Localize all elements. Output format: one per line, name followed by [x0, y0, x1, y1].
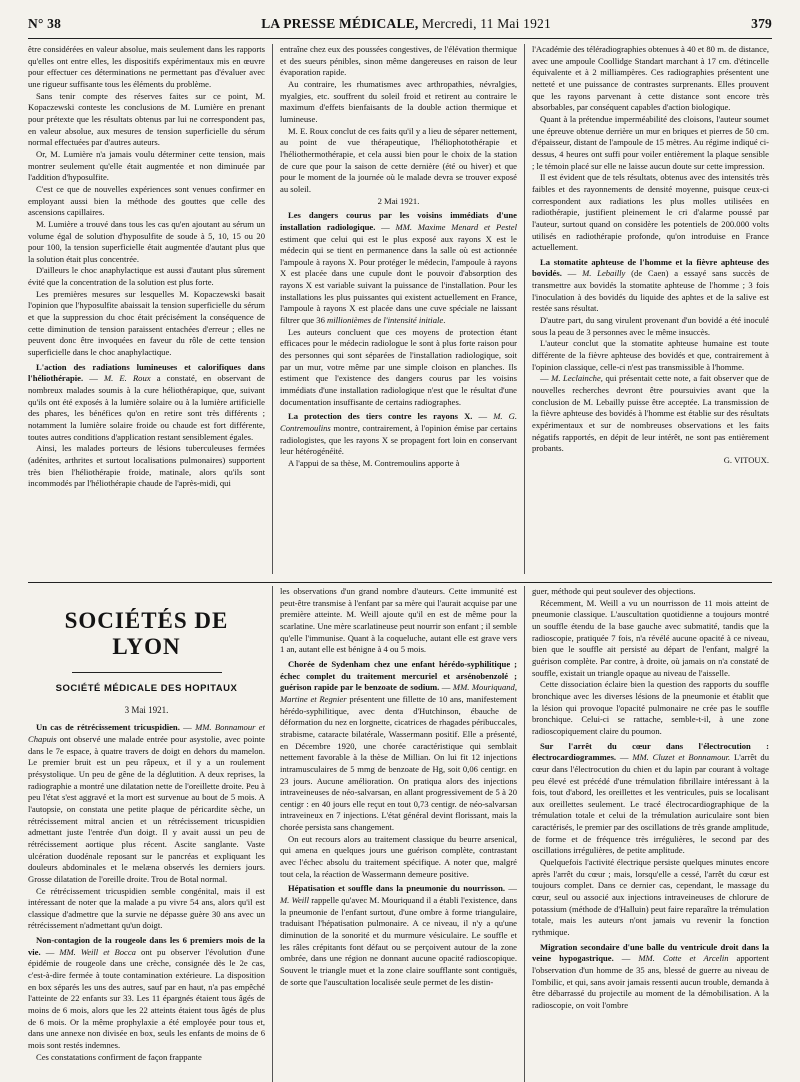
issue-date: Mercredi, 11 Mai 1921 — [422, 16, 551, 31]
article-entry: Sur l'arrêt du cœur dans l'électrocution : électrocardiogrammes. — MM. Cluzet et Bonnamour. L'arrêt du cœur dans l'électrocution du chien et du lapin par courant à voltage peu élevé est précédé d'une trémulation fibrillaire intéressant à la fois, tout d'abord, les oreillettes et les ventricules, puis se localisant aux oreillettes seulement. Le tracé électrocardiographique de la trémulation totale et celui de la trémulation auriculaire sont bien caractérisés, le premier par des oscillations de très grande amplitude, de forme et de fréquence très irrégulières, le second par des oscillations irrégulières, de petite amplitude. — [532, 740, 769, 856]
article-author: MM. Cluzet et Bonnamour. — [632, 752, 731, 763]
paragraph: Ces constatations confirment de façon frappante — [36, 1051, 202, 1062]
article-author: M. G. Contremoulins — [280, 411, 517, 433]
paragraph: Sans tenir compte des réserves faites sur ce point, M. Kopaczewski conteste les conclusions de M. Lumière en prenant pour prétexte que les résultats obtenus par lui ne correspondent pas, en valeur absolue, aux mesures de tension superficielle du sérum normal effectuées par d'autres auteurs. — [28, 90, 265, 148]
article-author: MM. Bonnamour et Chapuis — [28, 722, 265, 744]
article-emphasis: millionièmes de l'intensité initiale — [327, 315, 444, 326]
paragraph: Quelquefois l'activité électrique persiste quelques minutes encore après l'arrêt du cœur ; mais, lorsqu'elle a cessé, l'arrêt du cœur est toujours complet. Dans ce dernier cas, cependant, le massage du cœur, seul ou associé aux injections intraveineuses de chlorure de potassium (méthode de d'Halluin) peut faire reparaître la trémulation totale, mais les auteurs n'ont jamais vu revenir la fonction rythmique. — [532, 857, 769, 938]
article-entry: Les dangers courus par les voisins immédiats d'une installation radiologique. — MM. Maxime Menard et Pestel estiment que celui qui est le plus exposé aux rayons X est le médecin qui se tient en permanence dans la salle où est actionnée l'ampoule à rayons X. Pour protéger le médecin, l'ampoule à rayons X est placée dans une cupule dont le pouvoir d'absorption des rayons X est variable suivant la puissance de l'installation. Pour les installations les plus puissantes qui existent actuellement en France, l'ampoule à rayons X est placée dans une cuve spéciale ne laissant filtrer que 36 millionièmes de l'intensité initiale. — [280, 210, 517, 326]
top-column-3 — [532, 44, 769, 574]
paragraph: Quant à la prétendue imperméabilité des cloisons, l'auteur soumet une épreuve obtenue derrière un mur en briques et pierres de 50 cm. d'épaisseur, distant de l'ampoule de 15 mètres. Au régime indiqué ci-dessus, 4 heures ont suffi pour voiler entièrement la plaque sensible ; le témoin placé sur elle ne laisse aucun doute sur cette impression. — [532, 113, 769, 171]
article-title: Les dangers courus par les voisins immédiats d'une installation radiologique. — [280, 210, 517, 232]
article-body: qui présentait cette note, a fait observer que de nouvelles recherches devront être poursuivies avant que la conclusion de M. Lebailly puisse être acceptée. La transmission de la fièvre aphteuse des bovidés à l'homme est établie sur des résultats expérimentaux et sur de nombreuses observations et les faits négatifs rapportés, en dépit de leur intérêt, ne sont pas entièrement probants. — [532, 373, 769, 454]
article-body: L'arrêt du cœur dans l'électrocution du chien et du lapin par courant à voltage peu élevé est précédé d'une trémulation fibrillaire intéressant à la fois, tout d'abord, les oreillettes et les ventricules, puis se localisant aux oreillettes seulement. Le tracé électrocardiographique de la trémulation totale et celui de la trémulation auriculaire sont bien caractérisés, le premier par des oscillations de très grande amplitude, de forme et de fréquence très irrégulières, le second par des oscillations irrégulières, de petite amplitude. — [532, 752, 769, 856]
running-header — [28, 16, 772, 36]
article-body: estiment que celui qui est le plus exposé aux rayons X est le médecin qui se tient en permanence dans la salle où est actionnée l'ampoule à rayons X. Pour protéger le médecin, l'ampoule à rayons X est placée dans une cupule dont le pouvoir d'absorption des rayons X est variable suivant la puissance de l'installation. Pour les installations les plus puissantes qui existent actuellement en France, l'ampoule à rayons X est placée dans une cuve spéciale ne laissant filtrer que 36 — [280, 233, 517, 326]
journal-title: LA PRESSE MÉDICALE, — [261, 16, 419, 31]
article-entry: Chorée de Sydenham chez une enfant hérédo-syphilitique ; échec complet du traitement mercuriel et arsénobenzolé ; guérison rapide par le benzoate de sodium. — MM. Mouriquand, Martine et Regnier présentent une fillette de 10 ans, manifestement hérédo-syphilitique, avec denta d'Hutchinson, ébauche de déformation du nez en lorgnette, cicatrices de rhagades péribuccales, strabisme, cataracte bilatérale, Wassermann positif. Elle a présenté, en Décembre 1920, une chorée caractéristique qui semblait nettement favorable à la thèse de Millian. On lui fit 12 injections intramusculaires de 5 mmg de benzoate de Hg, soit 0,06 centigr. en 23 jours. Aucune amélioration. On pratiqua alors des injections intraveineuses de néo-salvarsan, en allant progressivement de 5 à 20 centigr : en 40 jours elle reçut en tout 0,73 centigr. de néo-salvarsan intraveineux en 7 injections. L'état général devint florissant, mais la chorée persista sans changement. — [280, 658, 517, 833]
paragraph: D'ailleurs le choc anaphylactique est aussi d'autant plus sûrement évité que la concentration de la solution est plus forte. — [28, 265, 265, 288]
article-title: Un cas de rétrécissement tricuspidien. — [36, 722, 180, 733]
bottom-section — [28, 586, 772, 1082]
column-divider — [272, 44, 273, 574]
paragraph: Les auteurs concluent que ces moyens de protection étant efficaces pour le médecin radiologue le sont à plus forte raison pour des personnes qui sont séparées de l'installation radiologique, soit par un mur, votre même par une simple cloison en planches. Ils estiment que l'existence des dangers courus par les voisins immédiats d'une installation radiologique n'est que le résultat d'une documentation insuffisante de certains radiographes. — [280, 326, 517, 407]
article-entry: Un cas de rétrécissement tricuspidien. — MM. Bonnamour et Chapuis ont observé une malade entrée pour asystolie, avec pointe dans le 7e espace, à quatre travers de doigt en dehors du mamelon. Le premier bruit est un peu râpeux, et il y a un roulement présystolique. Un peu de gêne de la déglutition. A deux reprises, la radiographie a montré une dilatation nette de l'oreillette droite. Peu à peu l'état s'est aggravé et la mort est survenue au bout de 5 mois. A l'autopsie, on constata une petite plaque de péricardite sèche, un rétrécissement mitral ancien et un rétrécissement tricuspidien admettant juste l'entrée d'un doigt. Il y avait aussi un peu de rétrécissement aortique plus récent. Ascite sanglante. Vaste ulcération duodénale reposant sur le pancréas et expliquant les douleurs abdominales et le melæna observés les derniers jours. Grosse dilatation de l'oreille droite. Trou de Botal normal. — [28, 722, 265, 884]
article-body: présentent une fillette de 10 ans, manifestement hérédo-syphilitique, avec denta d'Hutchinson, ébauche de déformation du nez en lorgnette, cicatrices de rhagades péribuccales, strabisme, cataracte bilatérale, Wassermann positif. Elle a présenté, en Décembre 1920, une chorée caractéristique qui semblait nettement favorable à la thèse de Millian. On lui fit 12 injections intramusculaires de 5 mmg de benzoate de Hg, soit 0,06 centigr. en 23 jours. Aucune amélioration. On pratiqua alors des injections intraveineuses de néo-salvarsan, en allant progressivement de 5 à 20 centigr : en 40 jours elle reçut en tout 0,73 centigr. de néo-salvarsan intraveineux en 7 injections. L'état général devint florissant, mais la chorée persista sans changement. — [280, 693, 517, 833]
session-date: 2 Mai 1921. — [377, 195, 420, 206]
paragraph: M. Lumière a trouvé dans tous les cas qu'en ajoutant au sérum un volume égal de solution d'hyposulfite de soude à 5, 10, 15 ou 20 pour 100, la tension superficielle était augmentée d'autant plus que la solution était plus concentrée. — [28, 218, 265, 264]
paragraph: On eut recours alors au traitement classique du beurre arsenical, qui amena en quelques jours une guérison complète, contrastant avec l'échec absolu du traitement spécifique. A noter que, malgré tout cela, la réaction de Wassermann demeure positive. — [280, 833, 517, 879]
article-body: montre, contrairement, à l'opinion émise par certains radiologistes, que les rayons X se propagent fort loin en conservant leur hétérogénéité. — [280, 423, 517, 457]
top-column-2 — [280, 44, 517, 574]
paragraph: guer, méthode qui peut soulever des objections. — [532, 586, 696, 596]
header-rule — [28, 38, 772, 39]
paragraph: l'Académie des téléradiographies obtenues à 40 et 80 m. de distance, avec une ampoule Coollidge Standart marchant à 17 cm. d'étincelle équivalente et à 2 milliampères. Ces radiographies présentent une netteté et une puissance de contrastes surprenants. Elles prouvent que les rayons parvenant à cette distance sont encore très absorbables, par conséquent capables d'action biologique. — [532, 44, 769, 113]
article-entry: — M. Leclainche, qui présentait cette note, a fait observer que de nouvelles recherches devront être poursuivies avant que la conclusion de M. Lebailly puisse être acceptée. La transmission de la fièvre aphteuse des bovidés à l'homme est établie sur des résultats expérimentaux et sur de nombreuses observations et les faits négatifs rapportés, en dépit de leur intérêt, ne sont pas entièrement probants. — [532, 373, 769, 454]
paragraph: A l'appui de sa thèse, M. Contremoulins apporte à — [288, 457, 460, 468]
article-entry: L'action des radiations lumineuses et calorifiques dans l'héliothérapie. — M. E. Roux a constaté, en observant de nombreux malades soumis à la cure héliothérapique, que, suivant qu'ils ont été exposés à la lumière solaire ou à la lumière artificielle des phares, les bénéfices qu'on en retire sont très différents ; notamment la lumière solaire froide ou chaude est fort différente, toutes autres conditions d'application restant sensiblement égales. — [28, 361, 265, 442]
article-entry: La stomatite aphteuse de l'homme et la fièvre aphteuse des bovidés. — M. Lebailly (de Caen) a essayé sans succès de transmettre aux bovidés la stomatite aphteuse de l'homme ; 3 fois l'inoculation à des bovidés du liquide des aphtes et de la salive est restée sans résultat. — [532, 256, 769, 314]
paragraph: être considérées en valeur absolue, mais seulement dans les rapports qu'elles ont entre elles, les dispositifs expérimentaux mis en œuvre pour effectuer ces déterminations ne permettant pas d'évaluer avec une rigueur suffisante tous les éléments du problème. — [28, 44, 265, 89]
article-author: M. Leclainche, — [551, 373, 603, 384]
paragraph: Ce rétrécissement tricuspidien semble congénital, mais il est intéressant de noter que la malade a pu vivre 54 ans, alors qu'il est classique d'admettre que la survie ne dépasse guère 30 ans avec un rétrécissement n'admettant qu'un doigt. — [28, 885, 265, 931]
paragraph: D'autre part, du sang virulent provenant d'un bovidé a été inoculé sous la peau de 3 personnes avec le même insuccès. — [532, 315, 769, 337]
society-subtitle: SOCIÉTÉ MÉDICALE DES HOPITAUX — [55, 683, 238, 694]
top-column-1 — [28, 44, 265, 574]
article-entry: Hépatisation et souffle dans la pneumonie du nourrisson. — M. Weill rappelle qu'avec M. Mouriquand il a établi l'existence, dans la pneumonie de l'enfant surtout, d'une ombre à forme triangulaire, traduisant l'hépatisation pulmonaire. A ce niveau, il n'y a qu'une diminution de la sonorité et du murmure vésiculaire. Le souffle et les râles crépitants font défaut ou se perçoivent autour de la zone ombrée, dans une région ne donnant aucune opacité radioscopique. Souvent le triangle muet et la zone claire soufflante sont contiguës, de sorte que l'auscultation localisée seule permet de les distin- — [280, 883, 517, 987]
column-divider — [272, 586, 273, 1082]
paragraph: Or, M. Lumière n'a jamais voulu déterminer cette tension, mais montrer seulement qu'elle était augmentée et non diminuée par l'addition d'hyposulfite. — [28, 148, 265, 183]
article-title: Migration secondaire d'une balle du ventricule droit dans la veine hypogastrique. — [532, 941, 769, 964]
article-author: MM. Weill et Bocca — [59, 946, 136, 957]
paragraph: les observations d'un grand nombre d'auteurs. Cette immunité est peut-être transmise à l'enfant par sa mère qui l'aurait acquise par une première atteinte. M. Weill ajoute qu'il en est de même pour la scarlatine. Une mère scarlatineuse peut nourrir son enfant ; il semble qu'elle l'immunise. Quant à la coqueluche, autant elle est grave vers 1 an, autant elle est bénigne à 4 ou 5 mois. — [280, 586, 517, 655]
article-entry: Non-contagion de la rougeole dans les 6 premiers mois de la vie. — MM. Weill et Bocca ont pu observer l'évolution d'une épidémie de rougeole dans une crèche, consignée dès le 2e cas, c'est-à-dire fermée à toute contamination extérieure. La disposition en box séparés les uns des autres, sauf par en haut, n'a pas empêché l'atteinte de 22 enfants sur 33. Les 11 épargnés étaient tous âgés de moins de 6 mois, alors que les 22 atteints étaient tous âgés de plus de 6 mois. Or la même prophylaxie a été employée pour tous et, dans une annexe non divisée en box, seuls les enfants de moins de 6 mois sont restés indemnes. — [28, 935, 265, 1051]
article-author: MM. Maxime Menard et Pestel — [395, 221, 517, 232]
bottom-column-1 — [28, 586, 265, 1082]
journal-title-line — [261, 16, 551, 32]
article-body: (de Caen) a essayé sans succès de transmettre aux bovidés la stomatite aphteuse de l'homme ; 3 fois l'inoculation à des bovidés du liquide des aphtes et de la salive est restée sans résultat. — [532, 268, 769, 314]
article-entry: La protection des tiers contre les rayons X. — M. G. Contremoulins montre, contrairement, à l'opinion émise par certains radiologistes, que les rayons X se propagent fort loin en conservant leur hétérogénéité. — [280, 411, 517, 457]
paragraph: Récemment, M. Weill a vu un nourrisson de 11 mois atteint de pneumonie classique. L'auscultation quotidienne a toujours montré un souffle étendu de la base gauche avec submatité, tandis que la radioscopie, pratiquée 7 fois, n'a révélé aucune opacité à ce niveau, bien que le souffle ait persisté au départ de l'enfant, malgré la guérison complète. Par contre, à droite, où jamais on n'a constaté de souffle, existait un triangle opaque au niveau de l'aisselle. — [532, 597, 769, 678]
page-number: 379 — [751, 16, 772, 31]
article-body: apportent l'observation d'un homme de 35 ans, blessé de guerre au niveau de l'ombilic, et qui, sans avoir jamais ressenti aucun trouble, demanda à être débarrassé du projectile au moment de la démobilisation. A la radioscopie, on voit l'ombre — [532, 953, 769, 1010]
article-author: M. Weill — [280, 895, 309, 906]
paragraph: Ainsi, les malades porteurs de lésions tuberculeuses fermées (adénites, arthrites et surtout localisations pulmonaires) supportent très bien l'héliothérapie froide, matinale, alors qu'ils sont incommodés par l'héliothérapie chaude de l'après-midi, qui — [28, 443, 265, 489]
article-title: Non-contagion de la rougeole dans les 6 premiers mois de la vie. — [28, 935, 265, 957]
article-author: M. Lebailly — [582, 268, 626, 279]
top-section — [28, 44, 772, 574]
column-divider — [524, 586, 525, 1082]
paragraph: Les premières mesures sur lesquelles M. Kopaczewski basait l'opinion que l'hyposulfite abaissait la tension superficielle du sérum et que la suppression du choc était précisément la conséquence de cette diminution de tension paraissent entachées d'erreur ; elles ne peuvent donc être invoquées en faveur du rôle de cette tension superficielle dans le choc anaphylactique. — [28, 288, 265, 358]
article-title: Sur l'arrêt du cœur dans l'électrocution : électrocardiogrammes. — [532, 740, 769, 763]
article-body: rappelle qu'avec M. Mouriquand il a établi l'existence, dans la pneumonie de l'enfant surtout, d'une ombre à forme triangulaire, traduisant l'hépatisation pulmonaire. A ce niveau, il n'y a qu'une diminution de la sonorité et du murmure vésiculaire. Le souffle et les râles crépitants font défaut ou se perçoivent autour de la zone ombrée, dans une région ne donnant aucune opacité radioscopique. Souvent le triangle muet et la zone claire soufflante sont contiguës, de sorte que l'auscultation localisée seule permet de les distin- — [280, 895, 517, 987]
session-date: 3 Mai 1921. — [124, 704, 169, 715]
paragraph: Il est évident que de tels résultats, obtenus avec des intensités très faibles et des rayonnements de densité moyenne, puisque ceux-ci correspondent aux radiations les plus molles utilisées en radiothérapie, justifient pleinement le cri d'alarme poussé par l'auteur, surtout quand on considère les potentiels de 200.000 volts utilisés en radiothérapie profonde, qu'on introduise en France actuellement. — [532, 172, 769, 253]
article-body: ont pu observer l'évolution d'une épidémie de rougeole dans une crèche, consignée dès le 2e cas, c'est-à-dire fermée à toute contamination extérieure. La disposition en box séparés les uns des autres, sauf par en haut, n'a pas empêché l'atteinte de 22 enfants sur 33. Les 11 épargnés étaient tous âgés de moins de 6 mois, alors que les 22 atteints étaient tous âgés de plus de 6 mois. Or la même prophylaxie a été employée pour tous et, dans une annexe non divisée en box, seuls les enfants de moins de 6 mois sont restés indemnes. — [28, 946, 265, 1051]
signature: G. VITOUX. — [723, 454, 769, 465]
article-title: La protection des tiers contre les rayons X. — [288, 411, 473, 422]
article-body: a constaté, en observant de nombreux malades soumis à la cure héliothérapique, que, suivant qu'ils ont été exposés à la lumière solaire ou à la lumière artificielle des phares, les bénéfices qu'on en retire sont très différents ; notamment la lumière solaire froide ou chaude est fort différente, toutes autres conditions d'application restant sensiblement égales. — [28, 373, 265, 442]
paragraph: C'est ce que de nouvelles expériences sont venues confirmer en employant aussi bien la méthode des gouttes que celle des ascensions capillaires. — [28, 183, 265, 218]
paragraph: Au contraire, les rhumatismes avec arthropathies, névralgies, myalgies, etc. souffrent du soleil froid et retirent au contraire le maximum d'effets bienfaisants de la double action thermique et lumineuse. — [280, 78, 517, 124]
society-rule — [72, 672, 222, 673]
article-author: M. E. Roux — [103, 373, 151, 384]
issue-number: N° 38 — [28, 16, 62, 31]
column-divider — [524, 44, 525, 574]
paragraph: L'auteur conclut que la stomatite aphteuse humaine est toute différente de la fièvre aphteuse des bovidés et que, contrairement à l'opinion classique, celle-ci n'est pas transmissible à l'homme. — [532, 338, 769, 372]
article-author: MM. Cotte et Arcelin — [638, 953, 729, 964]
paragraph: M. E. Roux conclut de ces faits qu'il y a lieu de séparer nettement, au point de vue thérapeutique, l'héliophotothérapie et l'héliothermothérapie, et cela aussi bien pour le choix de la station de cure que pour la saison de cette dernière (été ou hiver) et que pour le moment de la journée où le malade devra se trouver exposé au soleil. — [280, 125, 517, 194]
article-author: MM. Mouriquand, Martine et Regnier — [280, 682, 517, 704]
article-body: ont observé une malade entrée pour asystolie, avec pointe dans le 7e espace, à quatre travers de doigt en dehors du mamelon. Le premier bruit est un peu râpeux, et il y a un roulement présystolique. Un peu de gêne de la déglutition. A deux reprises, la radiographie a montré une dilatation nette de l'oreillette droite. Peu à peu l'état s'est aggravé et la mort est survenue au bout de 5 mois. A l'autopsie, on constata une petite plaque de péricardite sèche, un rétrécissement mitral ancien et un rétrécissement tricuspidien admettant juste l'entrée d'un doigt. Il y avait aussi un peu de rétrécissement aortique plus récent. Ascite sanglante. Vaste ulcération duodénale reposant sur le pancréas et expliquant les douleurs abdominales et le melæna observés les derniers jours. Grosse dilatation de l'oreille droite. Trou de Botal normal. — [28, 733, 265, 884]
paragraph: Cette dissociation éclaire bien la question des rapports du souffle bronchique avec les diverses lésions de la pneumonie et établit que la lésion qui provoque l'opacité pulmonaire ne crée pas le souffle bronchique. Celui-ci se rattache, semble-t-il, à une zone radioscopiquement claire du poumon. — [532, 679, 769, 736]
bottom-column-3 — [532, 586, 769, 1082]
paragraph: entraîne chez eux des poussées congestives, de l'élévation thermique et des sueurs pénibles, sinon même dangereuses en raison de leur évaporation rapide. — [280, 44, 517, 78]
article-title: La stomatite aphteuse de l'homme et la fièvre aphteuse des bovidés. — [532, 256, 769, 279]
article-title: L'action des radiations lumineuses et calorifiques dans l'héliothérapie. — [28, 361, 265, 384]
article-title: Chorée de Sydenham chez une enfant hérédo-syphilitique ; échec complet du traitement mercuriel et arsénobenzolé ; guérison rapide par le benzoate de sodium. — [280, 658, 517, 693]
article-entry: Migration secondaire d'une balle du ventricule droit dans la veine hypogastrique. — MM. Cotte et Arcelin apportent l'observation d'un homme de 35 ans, blessé de guerre au niveau de l'ombilic, et qui, sans avoir jamais ressenti aucun trouble, demanda à être débarrassé du projectile au moment de la démobilisation. A la radioscopie, on voit l'ombre — [532, 941, 769, 1010]
society-title: SOCIÉTÉS DE LYON — [64, 608, 229, 659]
article-title: Hépatisation et souffle dans la pneumonie du nourrisson. — [288, 883, 506, 894]
bottom-column-2 — [280, 586, 517, 1082]
section-rule — [28, 582, 772, 583]
